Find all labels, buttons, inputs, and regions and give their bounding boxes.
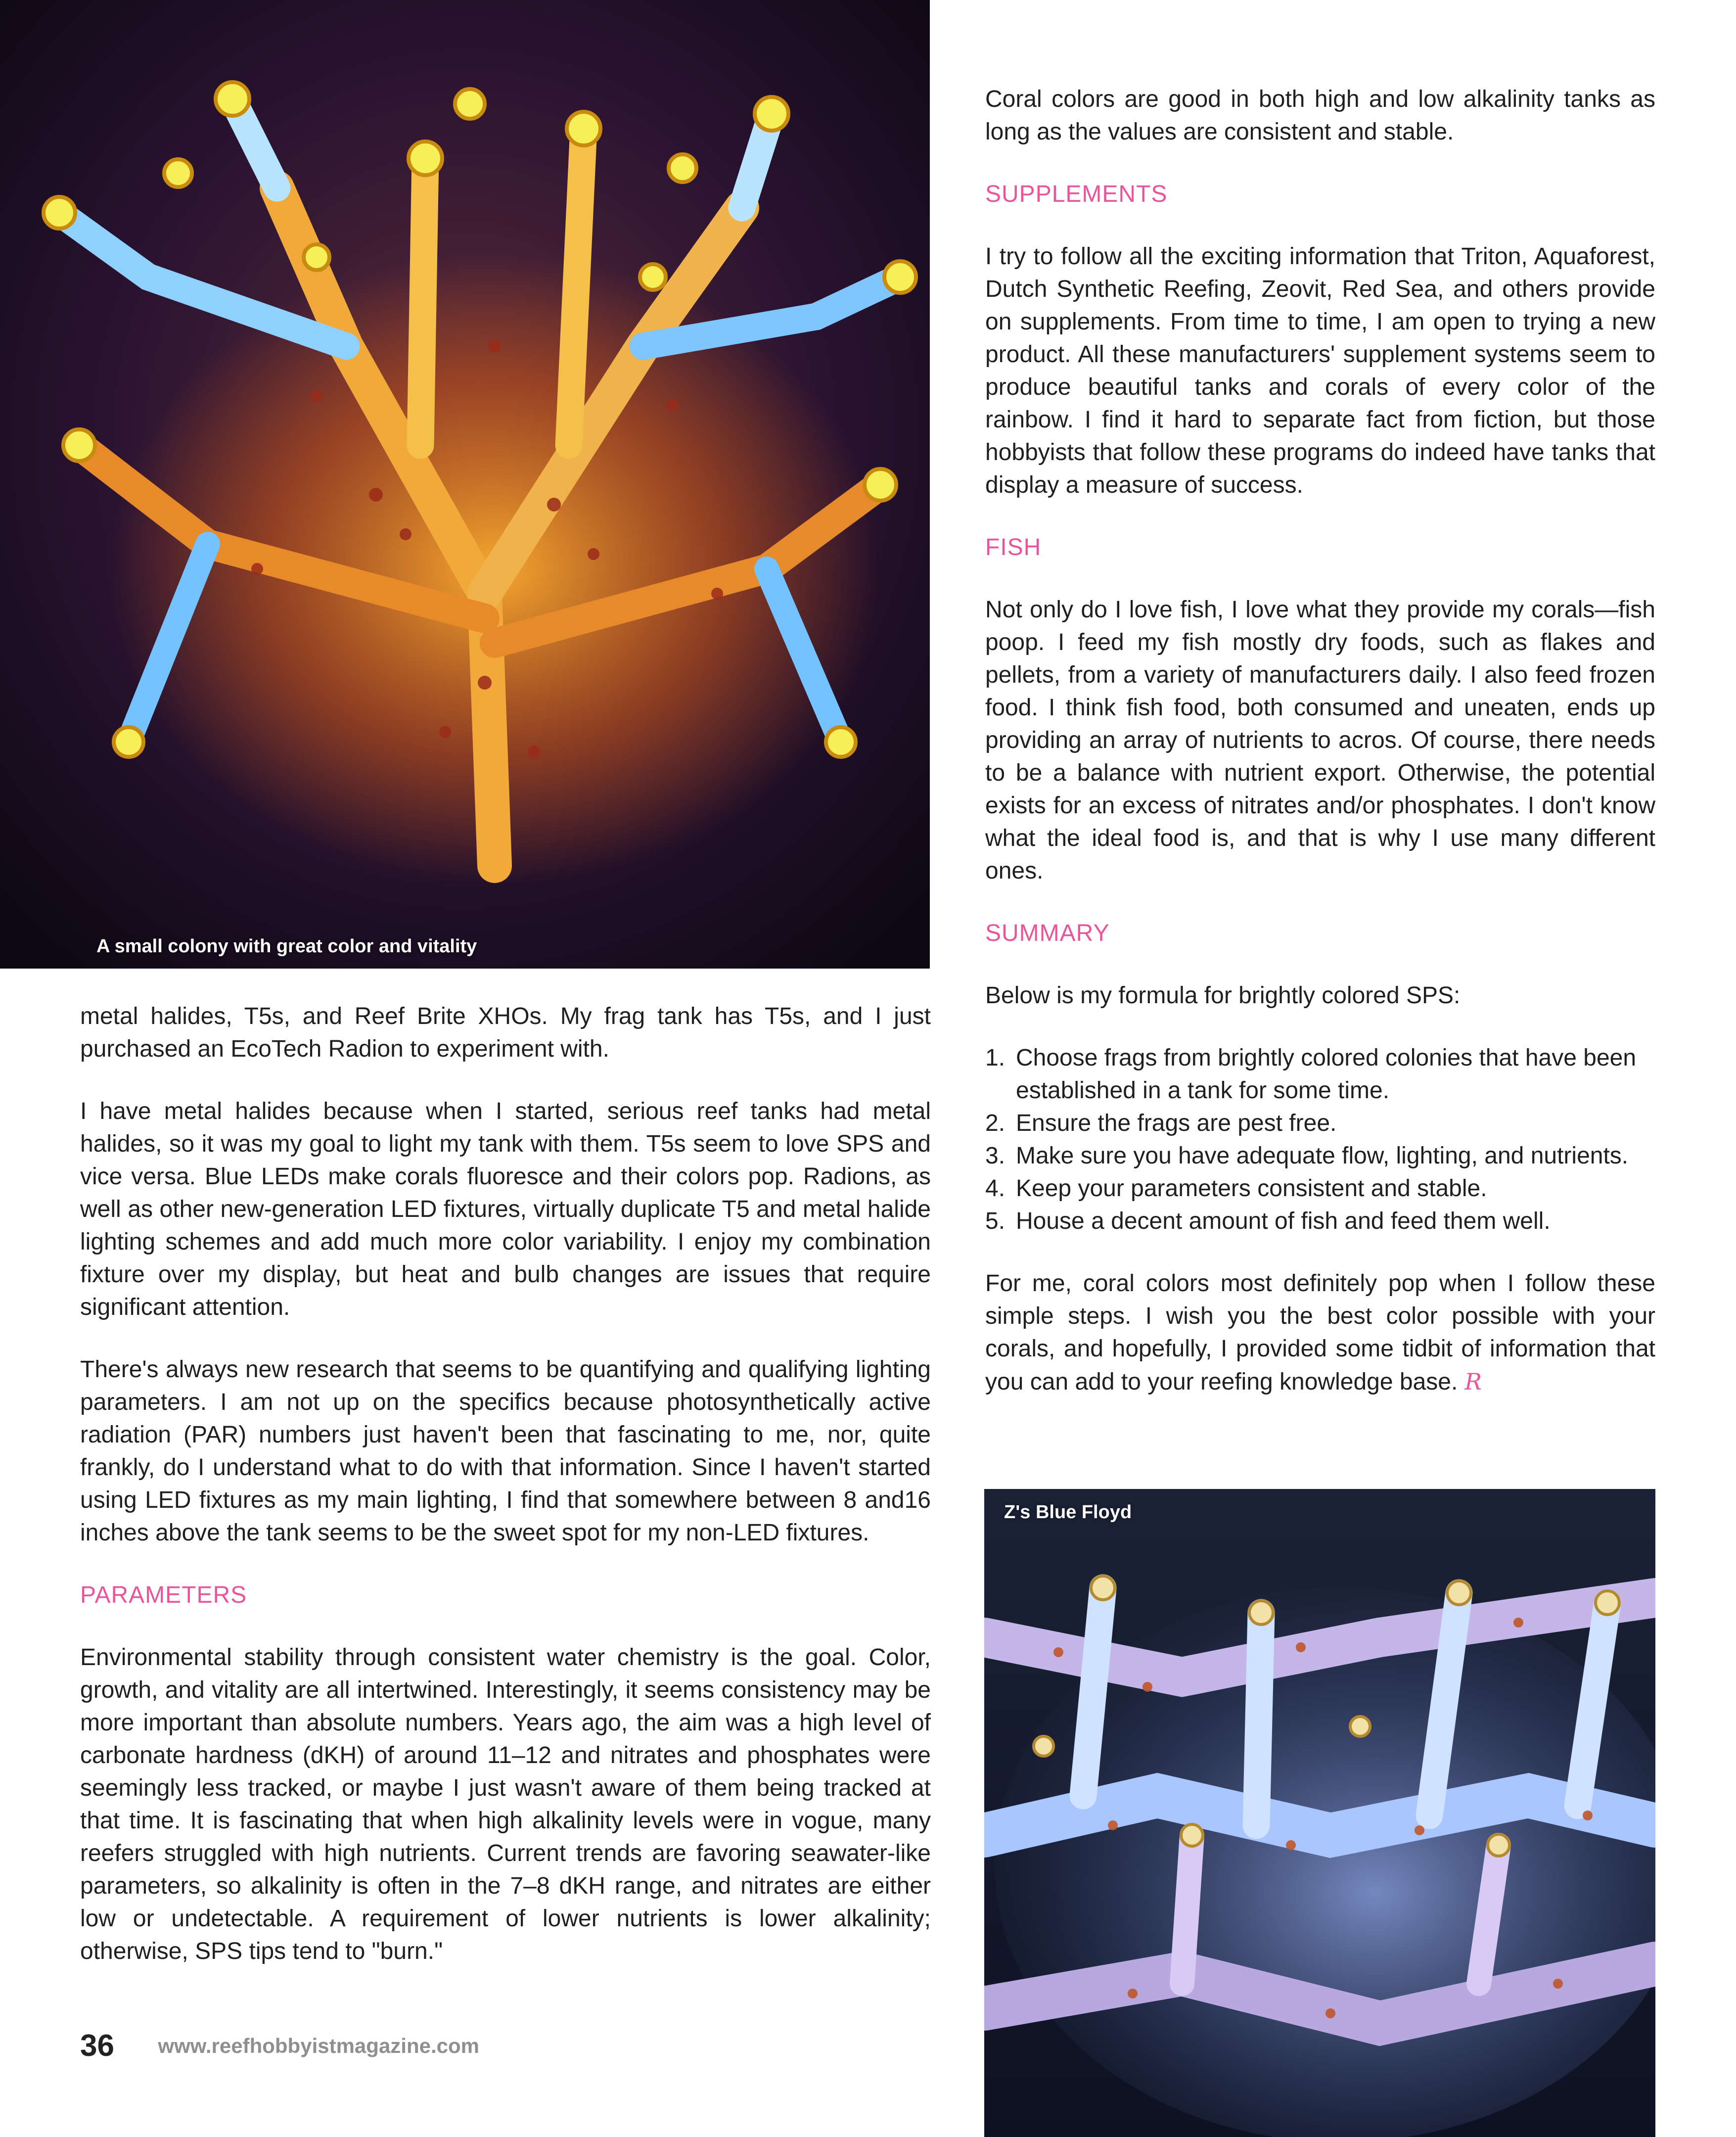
coral-photo-bottom (984, 1489, 1655, 2137)
body-paragraph: metal halides, T5s, and Reef Brite XHOs. My frag tank has T5s, and I just purchased an EcoTech Radion to experiment with. (80, 1003, 931, 1062)
body-paragraph: I have metal halides because when I started, serious reef tanks had metal halides, so it was my goal to light my tank with them. T5s seem to love SPS and vice versa. Blue LEDs make corals fluoresce and their colors pop. Radions, as well as other new-generation LED fixtures, virtually duplicate T5 and metal halide lighting schemes and add much more color variability. I enjoy my combination fixture over my display, but heat and bulb changes are issues that require significant attention. (80, 1098, 931, 1320)
formula-list (985, 1042, 1655, 1238)
list-item (985, 1107, 1655, 1140)
list-item-text: Keep your parameters consistent and stable. (1016, 1175, 1487, 1202)
body-paragraph: Below is my formula for brightly colored SPS: (985, 982, 1461, 1009)
list-item-number: 3. (985, 1143, 1005, 1169)
list-item-number: 4. (985, 1175, 1005, 1202)
page-footer (80, 2028, 479, 2063)
closing-text: For me, coral colors most definitely pop when I follow these simple steps. I wish you the best color possible with your corals, and hopefully, I provided some tidbit of information that you can add to your reefing knowledge base. (985, 1270, 1655, 1395)
section-heading-fish: FISH (985, 534, 1042, 560)
body-paragraph: Coral colors are good in both high and low alkalinity tanks as long as the values are consistent and stable. (985, 86, 1655, 145)
list-item (985, 1172, 1655, 1205)
list-item-text: Ensure the frags are pest free. (1016, 1110, 1337, 1136)
list-item-number: 1. (985, 1045, 1005, 1071)
article-column-right (985, 83, 1655, 1398)
photo-caption-bottom: Z's Blue Floyd (1004, 1502, 1132, 1523)
body-paragraph: There's always new research that seems to be quantifying and qualifying lighting parameters. I am not up on the specifics because photosynthetically active radiation (PAR) numbers just haven't been that fascinating to me, nor, quite frankly, do I understand what to do with that information. Since I haven't started using LED fixtures as my main lighting, I find that somewhere between 8 and16 inches above the tank seems to be the sweet spot for my non-LED fixtures. (80, 1356, 931, 1546)
section-heading-summary: SUMMARY (985, 920, 1110, 946)
list-item (985, 1140, 1655, 1172)
list-item (985, 1042, 1655, 1107)
list-item (985, 1205, 1655, 1238)
list-item-text: Choose frags from brightly colored colonies that have been established in a tank for some time. (1016, 1045, 1637, 1104)
article-column-left (80, 1000, 931, 1968)
section-heading-parameters: PARAMETERS (80, 1582, 247, 1608)
end-mark-icon: R (1464, 1368, 1482, 1395)
list-item-number: 5. (985, 1208, 1005, 1234)
list-item-text: House a decent amount of fish and feed them well. (1016, 1208, 1551, 1234)
body-paragraph-closing (985, 1267, 1655, 1398)
body-paragraph: Environmental stability through consistent water chemistry is the goal. Color, growth, and vitality are all intertwined. Interestingly, it seems consistency may be more important than absolute numbers. Years ago, the aim was a high level of carbonate hardness (dKH) of around 11–12 and nitrates and phosphates were seemingly less tracked, or maybe I just wasn't aware of them being tracked at that time. It is fascinating that when high alkalinity levels were in vogue, many reefers struggled with high nutrients. Current trends are favoring seawater-like parameters, so alkalinity is often in the 7–8 dKH range, and nitrates are either low or undetectable. A requirement of lower nutrients is lower alkalinity; otherwise, SPS tips tend to "burn." (80, 1644, 931, 1964)
section-heading-supplements: SUPPLEMENTS (985, 181, 1168, 207)
list-item-number: 2. (985, 1110, 1005, 1136)
page-number: 36 (80, 2029, 114, 2063)
photo-caption-top: A small colony with great color and vitality (96, 936, 477, 957)
footer-url: www.reefhobbyistmagazine.com (158, 2034, 480, 2057)
body-paragraph: Not only do I love fish, I love what they provide my corals—fish poop. I feed my fish mostly dry foods, such as flakes and pellets, from a variety of manufacturers daily. I also feed frozen food. I think fish food, both consumed and uneaten, ends up providing an array of nutrients to acros. Of course, there needs to be a balance with nutrient export. Otherwise, the potential exists for an excess of nitrates and/or phosphates. I don't know what the ideal food is, and that is why I use many different ones. (985, 597, 1655, 884)
coral-photo-top (0, 0, 930, 969)
body-paragraph: I try to follow all the exciting information that Triton, Aquaforest, Dutch Synthetic Reefing, Zeovit, Red Sea, and others provide on supplements. From time to time, I am open to trying a new product. All these manufacturers' supplement systems seem to produce beautiful tanks and corals of every color of the rainbow. I find it hard to separate fact from fiction, but those hobbyists that follow these programs do indeed have tanks that display a measure of success. (985, 243, 1655, 498)
list-item-text: Make sure you have adequate flow, lighting, and nutrients. (1016, 1143, 1629, 1169)
